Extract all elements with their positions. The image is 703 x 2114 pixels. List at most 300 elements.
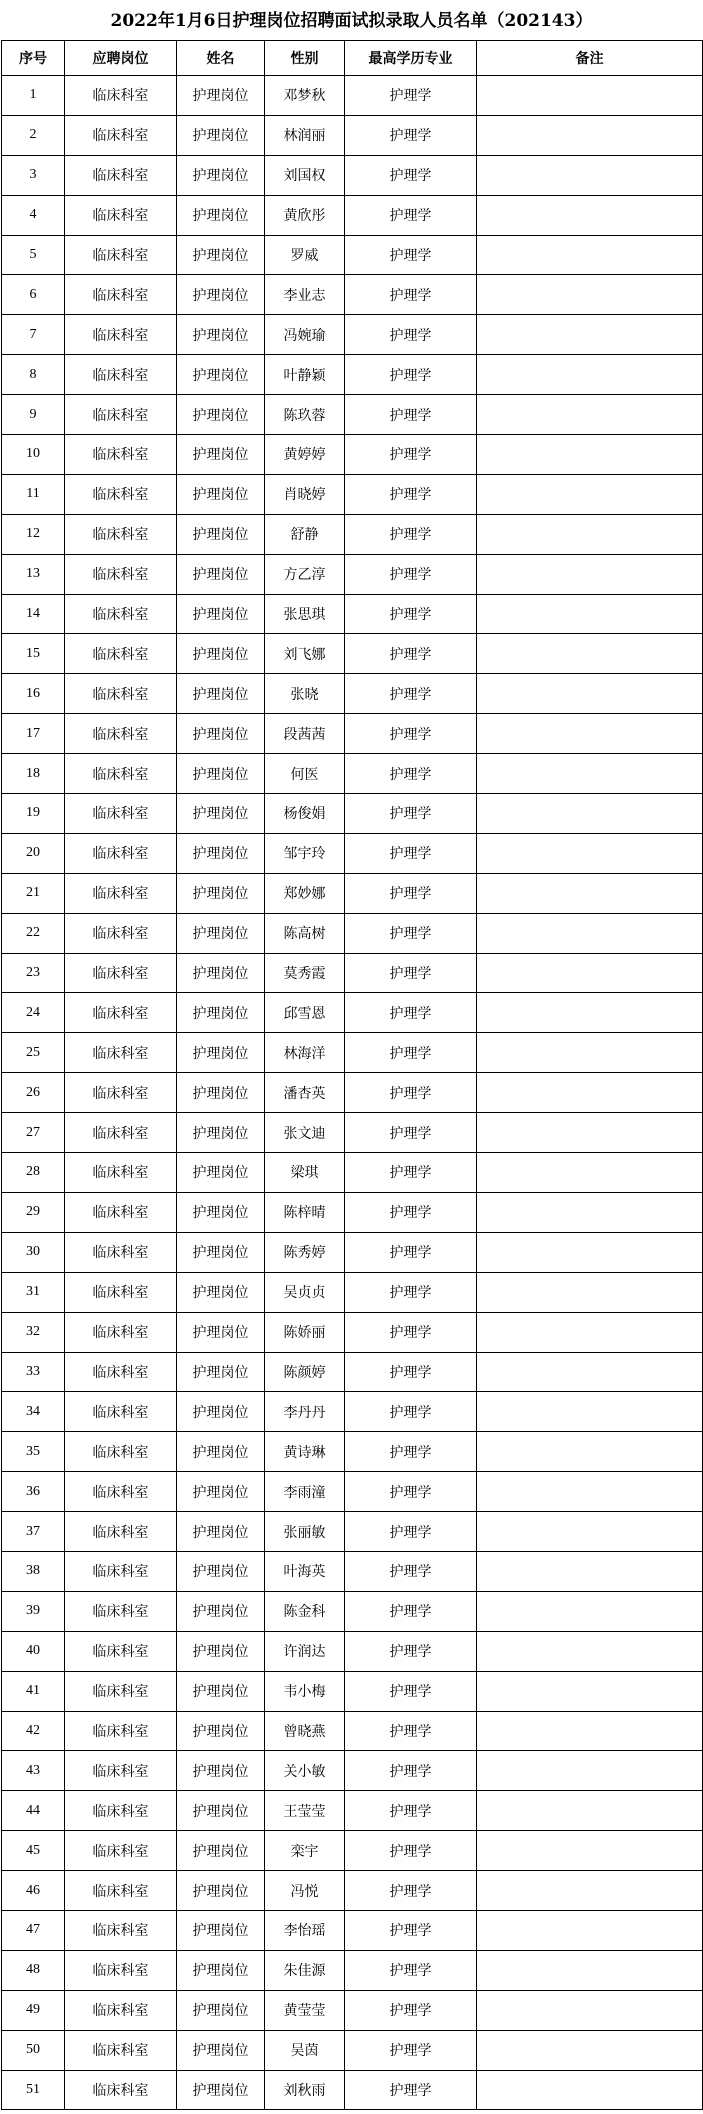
cell-remark xyxy=(477,395,703,435)
cell-post: 临床科室 xyxy=(65,1272,177,1312)
cell-name: 肖晓婷 xyxy=(265,474,345,514)
cell-name: 李雨潼 xyxy=(265,1472,345,1512)
cell-remark xyxy=(477,833,703,873)
cell-post: 临床科室 xyxy=(65,714,177,754)
cell-remark xyxy=(477,1711,703,1751)
cell-remark xyxy=(477,315,703,355)
cell-position: 护理岗位 xyxy=(177,1192,265,1232)
cell-post: 临床科室 xyxy=(65,235,177,275)
cell-post: 临床科室 xyxy=(65,1472,177,1512)
table-row xyxy=(2,115,703,155)
table-row xyxy=(2,1990,703,2030)
cell-name: 邱雪恩 xyxy=(265,993,345,1033)
cell-position: 护理岗位 xyxy=(177,1551,265,1591)
cell-post: 临床科室 xyxy=(65,1671,177,1711)
cell-remark xyxy=(477,115,703,155)
cell-position: 护理岗位 xyxy=(177,1033,265,1073)
cell-position: 护理岗位 xyxy=(177,1871,265,1911)
cell-name: 舒静 xyxy=(265,514,345,554)
cell-seq: 1 xyxy=(2,76,65,116)
cell-position: 护理岗位 xyxy=(177,993,265,1033)
cell-remark xyxy=(477,913,703,953)
cell-name: 朱佳源 xyxy=(265,1950,345,1990)
cell-remark xyxy=(477,1192,703,1232)
cell-position: 护理岗位 xyxy=(177,1153,265,1193)
cell-seq: 42 xyxy=(2,1711,65,1751)
cell-position: 护理岗位 xyxy=(177,634,265,674)
cell-name: 冯悦 xyxy=(265,1871,345,1911)
cell-seq: 37 xyxy=(2,1512,65,1552)
cell-post: 临床科室 xyxy=(65,754,177,794)
cell-post: 临床科室 xyxy=(65,794,177,834)
cell-post: 临床科室 xyxy=(65,1711,177,1751)
table-row xyxy=(2,1312,703,1352)
cell-major: 护理学 xyxy=(345,1551,477,1591)
cell-remark xyxy=(477,1871,703,1911)
cell-remark xyxy=(477,1551,703,1591)
cell-name: 刘秋雨 xyxy=(265,2070,345,2110)
cell-seq: 16 xyxy=(2,674,65,714)
cell-seq: 34 xyxy=(2,1392,65,1432)
cell-remark xyxy=(477,1073,703,1113)
cell-major: 护理学 xyxy=(345,1352,477,1392)
table-row xyxy=(2,913,703,953)
table-row xyxy=(2,155,703,195)
cell-position: 护理岗位 xyxy=(177,355,265,395)
cell-remark xyxy=(477,155,703,195)
cell-position: 护理岗位 xyxy=(177,514,265,554)
cell-remark xyxy=(477,674,703,714)
cell-seq: 30 xyxy=(2,1232,65,1272)
cell-major: 护理学 xyxy=(345,1711,477,1751)
cell-name: 吴贞贞 xyxy=(265,1272,345,1312)
cell-post: 临床科室 xyxy=(65,1153,177,1193)
cell-position: 护理岗位 xyxy=(177,1990,265,2030)
table-row xyxy=(2,2070,703,2110)
table-row xyxy=(2,235,703,275)
cell-major: 护理学 xyxy=(345,1033,477,1073)
cell-remark xyxy=(477,794,703,834)
cell-remark xyxy=(477,435,703,475)
cell-remark xyxy=(477,1791,703,1831)
cell-seq: 36 xyxy=(2,1472,65,1512)
cell-position: 护理岗位 xyxy=(177,1751,265,1791)
cell-position: 护理岗位 xyxy=(177,1352,265,1392)
table-row xyxy=(2,1831,703,1871)
cell-post: 临床科室 xyxy=(65,634,177,674)
cell-name: 张丽敏 xyxy=(265,1512,345,1552)
table-row xyxy=(2,355,703,395)
cell-name: 方乙淳 xyxy=(265,554,345,594)
cell-name: 张文迪 xyxy=(265,1113,345,1153)
cell-post: 临床科室 xyxy=(65,833,177,873)
table-row xyxy=(2,1791,703,1831)
cell-name: 曾晓燕 xyxy=(265,1711,345,1751)
table-row xyxy=(2,514,703,554)
cell-major: 护理学 xyxy=(345,1272,477,1312)
cell-major: 护理学 xyxy=(345,1751,477,1791)
cell-remark xyxy=(477,1472,703,1512)
cell-post: 临床科室 xyxy=(65,1073,177,1113)
cell-major: 护理学 xyxy=(345,1990,477,2030)
cell-post: 临床科室 xyxy=(65,1591,177,1631)
cell-position: 护理岗位 xyxy=(177,554,265,594)
cell-name: 郑妙娜 xyxy=(265,873,345,913)
header-post: 应聘岗位 xyxy=(65,41,177,76)
cell-seq: 20 xyxy=(2,833,65,873)
cell-major: 护理学 xyxy=(345,1910,477,1950)
table-row xyxy=(2,1232,703,1272)
cell-seq: 35 xyxy=(2,1432,65,1472)
cell-position: 护理岗位 xyxy=(177,1113,265,1153)
cell-seq: 7 xyxy=(2,315,65,355)
cell-position: 护理岗位 xyxy=(177,1512,265,1552)
cell-name: 潘杏英 xyxy=(265,1073,345,1113)
cell-post: 临床科室 xyxy=(65,76,177,116)
table-row xyxy=(2,195,703,235)
cell-post: 临床科室 xyxy=(65,1990,177,2030)
cell-major: 护理学 xyxy=(345,594,477,634)
cell-position: 护理岗位 xyxy=(177,1392,265,1432)
table-row xyxy=(2,833,703,873)
cell-position: 护理岗位 xyxy=(177,115,265,155)
cell-name: 陈梓晴 xyxy=(265,1192,345,1232)
cell-major: 护理学 xyxy=(345,794,477,834)
cell-major: 护理学 xyxy=(345,1950,477,1990)
cell-position: 护理岗位 xyxy=(177,1591,265,1631)
cell-remark xyxy=(477,2030,703,2070)
cell-post: 临床科室 xyxy=(65,873,177,913)
table-row xyxy=(2,1113,703,1153)
cell-major: 护理学 xyxy=(345,235,477,275)
cell-seq: 15 xyxy=(2,634,65,674)
cell-major: 护理学 xyxy=(345,76,477,116)
cell-name: 邓梦秋 xyxy=(265,76,345,116)
cell-major: 护理学 xyxy=(345,634,477,674)
cell-post: 临床科室 xyxy=(65,355,177,395)
cell-major: 护理学 xyxy=(345,1631,477,1671)
cell-seq: 17 xyxy=(2,714,65,754)
cell-position: 护理岗位 xyxy=(177,474,265,514)
cell-remark xyxy=(477,754,703,794)
cell-name: 栾宇 xyxy=(265,1831,345,1871)
cell-position: 护理岗位 xyxy=(177,794,265,834)
table-row xyxy=(2,474,703,514)
table-row xyxy=(2,1432,703,1472)
table-row xyxy=(2,1711,703,1751)
cell-major: 护理学 xyxy=(345,355,477,395)
cell-major: 护理学 xyxy=(345,435,477,475)
cell-remark xyxy=(477,474,703,514)
cell-seq: 44 xyxy=(2,1791,65,1831)
cell-major: 护理学 xyxy=(345,714,477,754)
cell-position: 护理岗位 xyxy=(177,1312,265,1352)
cell-position: 护理岗位 xyxy=(177,1232,265,1272)
cell-name: 邹宇玲 xyxy=(265,833,345,873)
cell-major: 护理学 xyxy=(345,1113,477,1153)
cell-post: 临床科室 xyxy=(65,674,177,714)
cell-position: 护理岗位 xyxy=(177,76,265,116)
cell-major: 护理学 xyxy=(345,1153,477,1193)
cell-post: 临床科室 xyxy=(65,1512,177,1552)
cell-major: 护理学 xyxy=(345,1232,477,1272)
cell-seq: 6 xyxy=(2,275,65,315)
table-row xyxy=(2,1671,703,1711)
cell-remark xyxy=(477,1272,703,1312)
cell-seq: 49 xyxy=(2,1990,65,2030)
cell-major: 护理学 xyxy=(345,873,477,913)
table-row xyxy=(2,275,703,315)
cell-post: 临床科室 xyxy=(65,2030,177,2070)
cell-post: 临床科室 xyxy=(65,115,177,155)
cell-post: 临床科室 xyxy=(65,993,177,1033)
cell-remark xyxy=(477,355,703,395)
cell-position: 护理岗位 xyxy=(177,1711,265,1751)
cell-position: 护理岗位 xyxy=(177,594,265,634)
cell-post: 临床科室 xyxy=(65,1791,177,1831)
cell-name: 刘国权 xyxy=(265,155,345,195)
cell-seq: 46 xyxy=(2,1871,65,1911)
cell-seq: 12 xyxy=(2,514,65,554)
cell-position: 护理岗位 xyxy=(177,674,265,714)
table-row xyxy=(2,674,703,714)
header-seq: 序号 xyxy=(2,41,65,76)
header-remark: 备注 xyxy=(477,41,703,76)
cell-post: 临床科室 xyxy=(65,1551,177,1591)
cell-remark xyxy=(477,1910,703,1950)
cell-post: 临床科室 xyxy=(65,1192,177,1232)
cell-post: 临床科室 xyxy=(65,275,177,315)
table-row xyxy=(2,1631,703,1671)
cell-seq: 25 xyxy=(2,1033,65,1073)
cell-name: 陈高树 xyxy=(265,913,345,953)
header-name: 性别 xyxy=(265,41,345,76)
table-row xyxy=(2,993,703,1033)
cell-position: 护理岗位 xyxy=(177,913,265,953)
cell-name: 黄婷婷 xyxy=(265,435,345,475)
cell-major: 护理学 xyxy=(345,155,477,195)
admission-table xyxy=(1,40,703,2110)
table-row xyxy=(2,1073,703,1113)
cell-remark xyxy=(477,1591,703,1631)
table-row xyxy=(2,315,703,355)
cell-name: 冯婉瑜 xyxy=(265,315,345,355)
cell-remark xyxy=(477,1232,703,1272)
cell-post: 临床科室 xyxy=(65,474,177,514)
cell-name: 杨俊娟 xyxy=(265,794,345,834)
cell-seq: 41 xyxy=(2,1671,65,1711)
table-row xyxy=(2,395,703,435)
table-row xyxy=(2,1512,703,1552)
cell-remark xyxy=(477,714,703,754)
cell-position: 护理岗位 xyxy=(177,195,265,235)
cell-seq: 19 xyxy=(2,794,65,834)
cell-seq: 9 xyxy=(2,395,65,435)
cell-position: 护理岗位 xyxy=(177,1073,265,1113)
table-row xyxy=(2,953,703,993)
cell-major: 护理学 xyxy=(345,395,477,435)
cell-position: 护理岗位 xyxy=(177,1432,265,1472)
table-header-row xyxy=(2,41,703,76)
cell-position: 护理岗位 xyxy=(177,315,265,355)
table-row xyxy=(2,1472,703,1512)
cell-position: 护理岗位 xyxy=(177,275,265,315)
cell-remark xyxy=(477,514,703,554)
cell-post: 临床科室 xyxy=(65,395,177,435)
cell-seq: 21 xyxy=(2,873,65,913)
cell-name: 林海洋 xyxy=(265,1033,345,1073)
cell-position: 护理岗位 xyxy=(177,395,265,435)
cell-name: 林润丽 xyxy=(265,115,345,155)
cell-major: 护理学 xyxy=(345,115,477,155)
cell-major: 护理学 xyxy=(345,1312,477,1352)
cell-major: 护理学 xyxy=(345,1073,477,1113)
cell-position: 护理岗位 xyxy=(177,833,265,873)
table-row xyxy=(2,754,703,794)
cell-major: 护理学 xyxy=(345,674,477,714)
table-row xyxy=(2,634,703,674)
cell-post: 临床科室 xyxy=(65,1871,177,1911)
cell-remark xyxy=(477,1432,703,1472)
table-row xyxy=(2,1153,703,1193)
cell-post: 临床科室 xyxy=(65,1113,177,1153)
cell-position: 护理岗位 xyxy=(177,953,265,993)
cell-remark xyxy=(477,1990,703,2030)
cell-name: 陈秀婷 xyxy=(265,1232,345,1272)
table-row xyxy=(2,873,703,913)
cell-post: 临床科室 xyxy=(65,1312,177,1352)
cell-name: 陈娇丽 xyxy=(265,1312,345,1352)
cell-remark xyxy=(477,1312,703,1352)
cell-remark xyxy=(477,873,703,913)
cell-remark xyxy=(477,1352,703,1392)
cell-seq: 43 xyxy=(2,1751,65,1791)
cell-name: 张晓 xyxy=(265,674,345,714)
cell-major: 护理学 xyxy=(345,1671,477,1711)
cell-remark xyxy=(477,275,703,315)
table-row xyxy=(2,1272,703,1312)
cell-name: 李丹丹 xyxy=(265,1392,345,1432)
cell-major: 护理学 xyxy=(345,315,477,355)
table-row xyxy=(2,1192,703,1232)
cell-name: 叶静颖 xyxy=(265,355,345,395)
cell-seq: 47 xyxy=(2,1910,65,1950)
cell-remark xyxy=(477,953,703,993)
cell-name: 王莹莹 xyxy=(265,1791,345,1831)
cell-seq: 14 xyxy=(2,594,65,634)
cell-remark xyxy=(477,76,703,116)
table-row xyxy=(2,1910,703,1950)
cell-post: 临床科室 xyxy=(65,554,177,594)
cell-major: 护理学 xyxy=(345,474,477,514)
cell-seq: 2 xyxy=(2,115,65,155)
cell-remark xyxy=(477,235,703,275)
cell-remark xyxy=(477,1512,703,1552)
cell-seq: 3 xyxy=(2,155,65,195)
cell-position: 护理岗位 xyxy=(177,435,265,475)
cell-seq: 24 xyxy=(2,993,65,1033)
cell-seq: 13 xyxy=(2,554,65,594)
table-row xyxy=(2,594,703,634)
cell-name: 莫秀霞 xyxy=(265,953,345,993)
cell-post: 临床科室 xyxy=(65,1392,177,1432)
table-row xyxy=(2,2030,703,2070)
cell-major: 护理学 xyxy=(345,1512,477,1552)
cell-major: 护理学 xyxy=(345,1871,477,1911)
table-row xyxy=(2,1591,703,1631)
cell-remark xyxy=(477,634,703,674)
cell-seq: 39 xyxy=(2,1591,65,1631)
cell-remark xyxy=(477,1671,703,1711)
cell-remark xyxy=(477,195,703,235)
cell-name: 刘飞娜 xyxy=(265,634,345,674)
cell-name: 黄诗琳 xyxy=(265,1432,345,1472)
cell-major: 护理学 xyxy=(345,1392,477,1432)
cell-remark xyxy=(477,1033,703,1073)
cell-name: 陈颜婷 xyxy=(265,1352,345,1392)
cell-post: 临床科室 xyxy=(65,1751,177,1791)
cell-seq: 51 xyxy=(2,2070,65,2110)
cell-seq: 45 xyxy=(2,1831,65,1871)
cell-remark xyxy=(477,1113,703,1153)
cell-major: 护理学 xyxy=(345,275,477,315)
table-row xyxy=(2,1392,703,1432)
cell-major: 护理学 xyxy=(345,2030,477,2070)
cell-position: 护理岗位 xyxy=(177,1671,265,1711)
cell-name: 李业志 xyxy=(265,275,345,315)
cell-post: 临床科室 xyxy=(65,594,177,634)
cell-major: 护理学 xyxy=(345,1791,477,1831)
cell-major: 护理学 xyxy=(345,1432,477,1472)
cell-seq: 29 xyxy=(2,1192,65,1232)
cell-name: 陈玖蓉 xyxy=(265,395,345,435)
page-title: 2022年1月6日护理岗位招聘面试拟录取人员名单（202143） xyxy=(110,11,593,31)
table-row xyxy=(2,1352,703,1392)
table-row xyxy=(2,1950,703,1990)
cell-remark xyxy=(477,993,703,1033)
cell-seq: 10 xyxy=(2,435,65,475)
cell-major: 护理学 xyxy=(345,953,477,993)
table-row xyxy=(2,794,703,834)
cell-post: 临床科室 xyxy=(65,195,177,235)
cell-position: 护理岗位 xyxy=(177,155,265,195)
cell-major: 护理学 xyxy=(345,754,477,794)
cell-name: 何医 xyxy=(265,754,345,794)
cell-position: 护理岗位 xyxy=(177,714,265,754)
cell-post: 临床科室 xyxy=(65,953,177,993)
table-body xyxy=(2,76,703,2110)
cell-seq: 23 xyxy=(2,953,65,993)
cell-name: 黄欣彤 xyxy=(265,195,345,235)
cell-position: 护理岗位 xyxy=(177,1272,265,1312)
cell-name: 吴茵 xyxy=(265,2030,345,2070)
cell-name: 李怡瑶 xyxy=(265,1910,345,1950)
cell-post: 临床科室 xyxy=(65,913,177,953)
cell-major: 护理学 xyxy=(345,195,477,235)
cell-remark xyxy=(477,594,703,634)
cell-name: 梁琪 xyxy=(265,1153,345,1193)
cell-seq: 4 xyxy=(2,195,65,235)
cell-name: 叶海英 xyxy=(265,1551,345,1591)
cell-remark xyxy=(477,1153,703,1193)
cell-post: 临床科室 xyxy=(65,1910,177,1950)
cell-major: 护理学 xyxy=(345,1831,477,1871)
cell-remark xyxy=(477,1950,703,1990)
cell-seq: 11 xyxy=(2,474,65,514)
cell-remark xyxy=(477,1751,703,1791)
cell-seq: 38 xyxy=(2,1551,65,1591)
cell-name: 段茜茜 xyxy=(265,714,345,754)
